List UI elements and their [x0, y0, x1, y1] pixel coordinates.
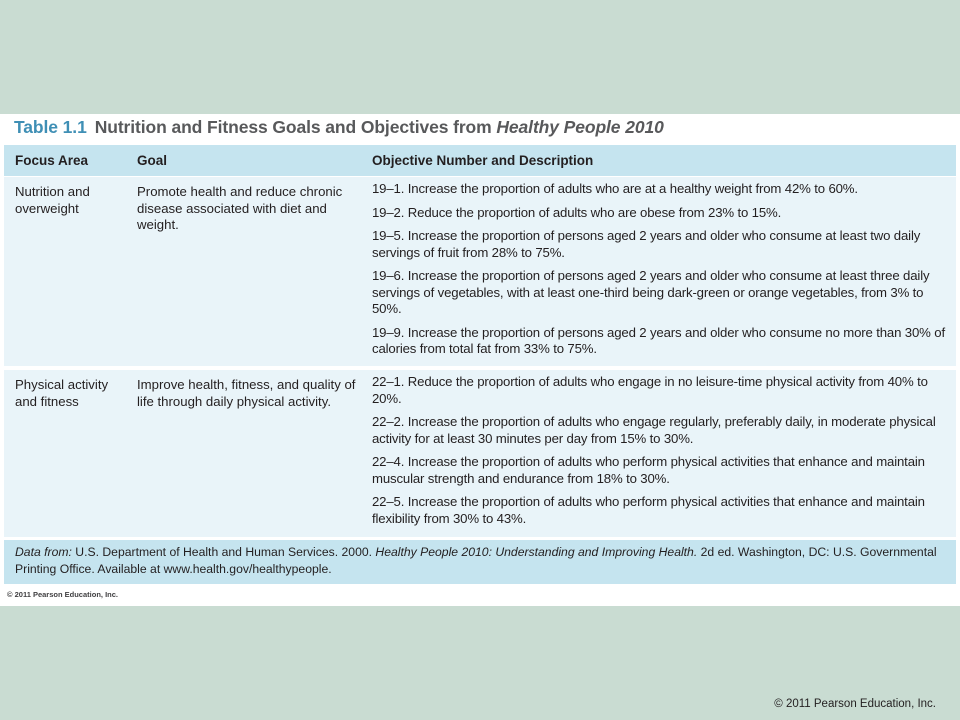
source-text-end: 2d ed. Washington, DC: U.S. Governmental Printing Office. Available at www.health.gov/healthypeople.: [15, 545, 937, 576]
objective-item: 19–5. Increase the proportion of persons aged 2 years and older who consume at least two daily servings of fruit from 28% to 75%.: [372, 228, 921, 260]
objectives-cell: [372, 181, 950, 365]
table-header-row: [4, 145, 956, 176]
focus-area-cell: Nutrition and overweight: [15, 184, 90, 216]
source-book-title: Healthy People 2010: Understanding and Improving Health.: [375, 545, 698, 559]
header-objective: Objective Number and Description: [372, 153, 594, 168]
table-number: Table 1.1: [14, 117, 87, 137]
goal-cell: Improve health, fitness, and quality of life through daily physical activity.: [137, 377, 356, 409]
objective-item: 19–6. Increase the proportion of persons aged 2 years and older who consume at least three daily servings of vegetables, with at least one-third being dark-green or orange vegetables, from 3% to 50%.: [372, 268, 930, 316]
table-title-italic: Healthy People 2010: [496, 117, 664, 137]
objective-item: 22–4. Increase the proportion of adults who perform physical activities that enhance and maintain muscular strength and endurance from 18% to 30%.: [372, 454, 925, 486]
header-focus-area: Focus Area: [15, 153, 89, 168]
objective-item: 19–9. Increase the proportion of persons aged 2 years and older who consume no more than 30% of calories from total fat from 33% to 75%.: [372, 324, 945, 356]
objective-item: 22–5. Increase the proportion of adults who perform physical activities that enhance and maintain flexibility from 30% to 43%.: [372, 494, 925, 526]
focus-area-cell: Physical activity and fitness: [15, 377, 109, 409]
goal-cell: Promote health and reduce chronic disease associated with diet and weight.: [137, 184, 343, 232]
objective-item: 22–2. Increase the proportion of adults who engage regularly, preferably daily, in moderate physical activity for at least 30 minutes per day from 15% to 30%.: [372, 414, 936, 446]
table-copyright: © 2011 Pearson Education, Inc.: [7, 590, 118, 599]
source-text: U.S. Department of Health and Human Services. 2000.: [71, 545, 376, 559]
objectives-cell: [372, 374, 950, 534]
source-label: Data from:: [15, 545, 72, 559]
table-source-note: [4, 540, 956, 584]
objective-item: 22–1. Reduce the proportion of adults who engage in no leisure-time physical activity from 40% to 20%.: [372, 374, 928, 406]
slide-copyright: © 2011 Pearson Education, Inc.: [774, 698, 936, 710]
table-title-main: Nutrition and Fitness Goals and Objectives from: [94, 117, 497, 137]
table-row-nutrition: [4, 177, 956, 366]
objective-item: 19–2. Reduce the proportion of adults who are obese from 23% to 15%.: [372, 204, 782, 220]
table-row-physical-activity: [4, 370, 956, 537]
header-goal: Goal: [137, 153, 168, 168]
table-title: [14, 117, 664, 138]
objective-item: 19–1. Increase the proportion of adults who are at a healthy weight from 42% to 60%.: [372, 181, 858, 196]
